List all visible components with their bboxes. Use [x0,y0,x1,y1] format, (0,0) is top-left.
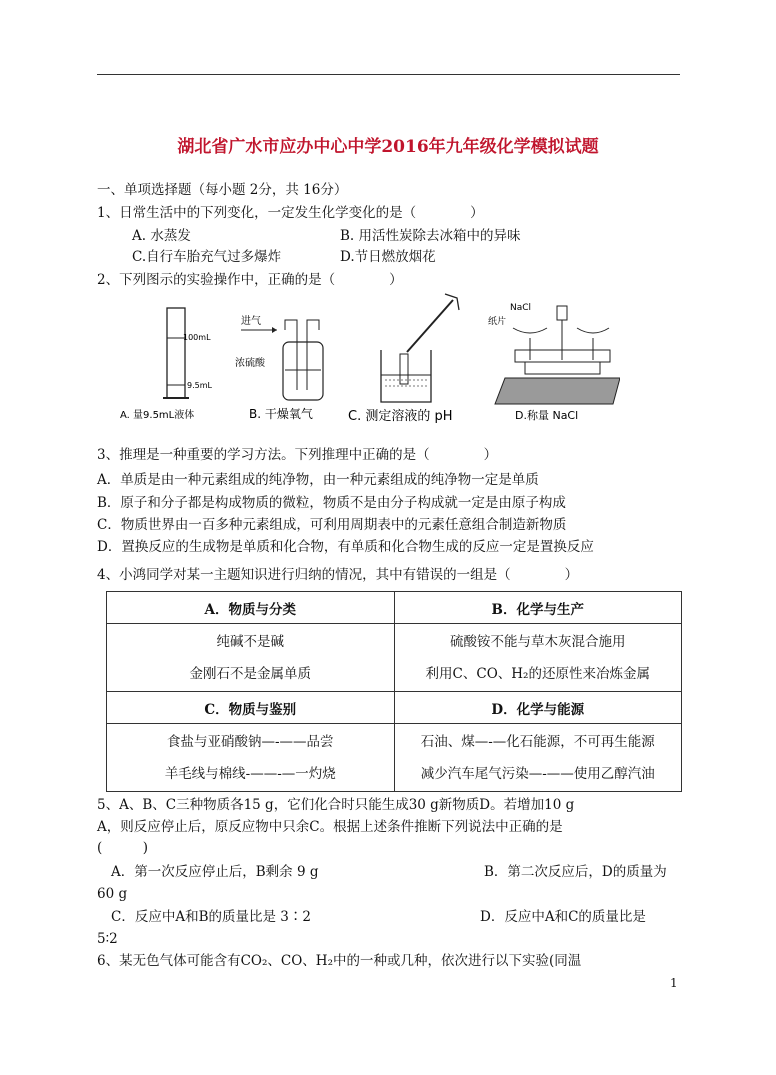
page-number: 1 [670,976,678,990]
fig-d-caption: D.称量 NaCl [515,409,579,422]
q6-stem: 6、某无色气体可能含有CO₂、CO、H₂中的一种或几种，依次进行以下实验(同温 [97,953,582,969]
q5-option-d: D．反应中A和C的质量比是 [480,909,646,925]
q5-line1: 5、A、B、C三种物质各15 g，它们化合时只能生成30 g新物质D。若增加10 g [97,797,575,813]
table-cell-b-line2: 利用C、CO、H₂的还原性来冶炼金属 [425,665,650,682]
figure-c-ph-test [345,290,475,425]
q1-option-a: A. 水蒸发 [132,228,191,244]
table-cell-c-line1: 食盐与亚硝酸钠—-——品尝 [166,733,334,750]
figure-d-balance [485,298,620,425]
figure-b-gas-bottle [235,300,345,425]
table-cell-d-line2: 减少汽车尾气污染—-——使用乙醇汽油 [420,765,655,782]
table-cell-c-line2: 羊毛线与棉线-——-—一灼烧 [164,765,336,782]
q5-option-c: C．反应中A和B的质量比是 3∶2 [111,909,311,925]
q3-option-c: C．物质世界由一百多种元素组成，可利用周期表中的元素任意组合制造新物质 [97,517,567,533]
q5-line2: A，则反应停止后，原反应物中只余C。根据上述条件推断下列说法中正确的是 [97,819,563,835]
section-heading: 一、单项选择题（每小题 2分，共 16分） [97,182,348,198]
q1-option-d: D.节日燃放烟花 [340,249,436,265]
q3-option-a: A．单质是由一种元素组成的纯净物，由一种元素组成的纯净物一定是单质 [97,472,539,488]
table-cell-b-line1: 硫酸铵不能与草木灰混合施用 [450,633,626,650]
table-cell-a-line2: 金刚石不是金属单质 [189,665,311,682]
q5-option-b: B．第二次反应后，D的质量为 [484,864,667,880]
fig-c-caption: C. 测定溶液的 pH [348,409,453,424]
q2-stem: 2、下列图示的实验操作中，正确的是（ ） [97,272,403,288]
table-cell-b [394,624,682,692]
table-header-b: B．化学与生产 [394,592,682,624]
table-header-d: D．化学与能源 [394,692,682,724]
header-rule [97,74,680,75]
q5-line3: ( ) [97,840,149,856]
q5-option-b-cont: 60 g [97,886,128,902]
q3-stem: 3、推理是一种重要的学习方法。下列推理中正确的是（ ） [97,447,498,463]
q5-option-a: A．第一次反应停止后，B剩余 9 g [111,864,319,880]
table-cell-d-line1: 石油、煤—-—化石能源，不可再生能源 [420,733,655,750]
fig-a-caption: A. 量9.5mL液体 [120,410,195,421]
fig-b-inlet: 进气 [241,316,261,327]
table-header-a: A．物质与分类 [107,592,395,624]
figure-a-cylinder [115,300,235,425]
fig-a-mark-100: 100mL [183,333,211,342]
q3-option-b: B．原子和分子都是构成物质的微粒，物质不是由分子构成就一定是由原子构成 [97,495,566,511]
table-header-c: C．物质与鉴别 [107,692,395,724]
q3-option-d: D．置换反应的生成物是单质和化合物，有单质和化合物生成的反应一定是置换反应 [97,539,594,555]
q4-stem: 4、小鸿同学对某一主题知识进行归纳的情况，其中有错误的一组是（ ） [97,567,579,583]
q1-option-b: B. 用活性炭除去冰箱中的异味 [340,228,521,244]
fig-b-acid-label: 浓硫酸 [235,358,265,369]
exam-title: 湖北省广水市应办中心中学2016年九年级化学模拟试题 [177,137,599,157]
q5-option-d-cont: 5∶2 [97,931,118,947]
q1-option-c: C.自行车胎充气过多爆炸 [132,249,282,265]
fig-b-caption: B. 干燥氧气 [249,407,313,421]
fig-d-nacl-label: NaCl [510,303,532,313]
fig-d-paper-label: 纸片 [488,317,507,327]
fig-a-mark-9-5: 9.5mL [187,381,212,390]
q1-stem: 1、日常生活中的下列变化，一定发生化学变化的是（ ） [97,205,484,221]
table-cell-a [107,624,395,692]
q4-knowledge-table [106,591,682,792]
table-cell-c [107,724,395,792]
table-cell-a-line1: 纯碱不是碱 [216,633,284,650]
table-cell-d [394,724,682,792]
